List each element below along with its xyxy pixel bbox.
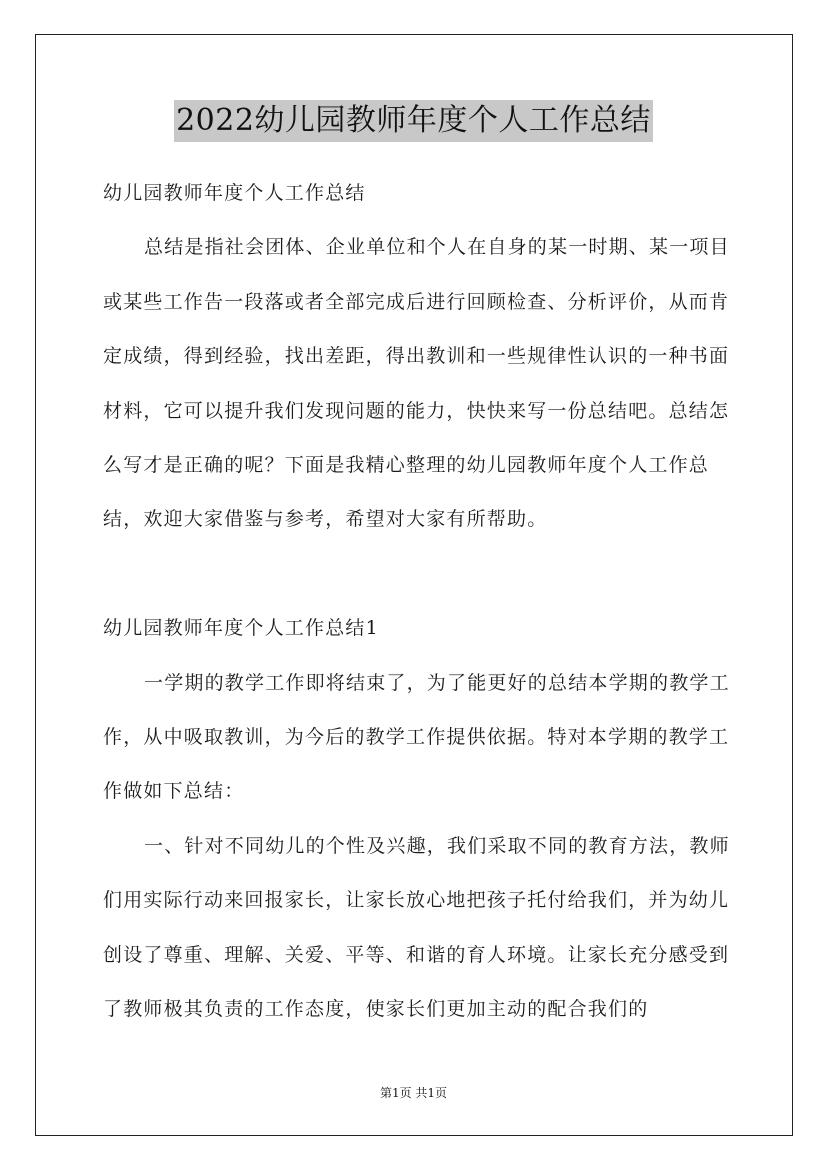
section-paragraph-2: 一、针对不同幼儿的个性及兴趣，我们采取不同的教育方法，教师们用实际行动来回报家长，让家长放心地把孩子托付给我们，并为幼儿创设了尊重、理解、关爱、平等、和谐的育人环境。让家长充分感受到了教师极其负责的工作态度，使家长们更加主动的配合我们的	[103, 834, 730, 1021]
section-paragraph-1: 一学期的教学工作即将结束了，为了能更好的总结本学期的教学工作，从中吸取教训，为今后的教学工作提供依据。特对本学期的教学工作做如下总结：	[103, 671, 730, 803]
section-heading: 幼儿园教师年度个人工作总结1	[103, 617, 379, 640]
page-footer: 第1页 共1页	[379, 1086, 448, 1100]
document-title: 2022幼儿园教师年度个人工作总结	[174, 100, 653, 142]
title-wrap	[0, 100, 827, 142]
document-body	[103, 166, 743, 1036]
intro-paragraph: 总结是指社会团体、企业单位和个人在自身的某一时期、某一项目或某些工作告一段落或者全部完成后进行回顾检查、分析评价，从而肯定成绩，得到经验，找出差距，得出教训和一些规律性认识的一种书面材料，它可以提升我们发现问题的能力，快快来写一份总结吧。总结怎么写才是正确的呢？下面是我精心整理的幼儿园教师年度个人工作总结，欢迎大家借鉴与参考，希望对大家有所帮助。	[103, 236, 730, 531]
document-subtitle: 幼儿园教师年度个人工作总结	[103, 182, 366, 204]
paragraph-gap	[103, 547, 743, 601]
